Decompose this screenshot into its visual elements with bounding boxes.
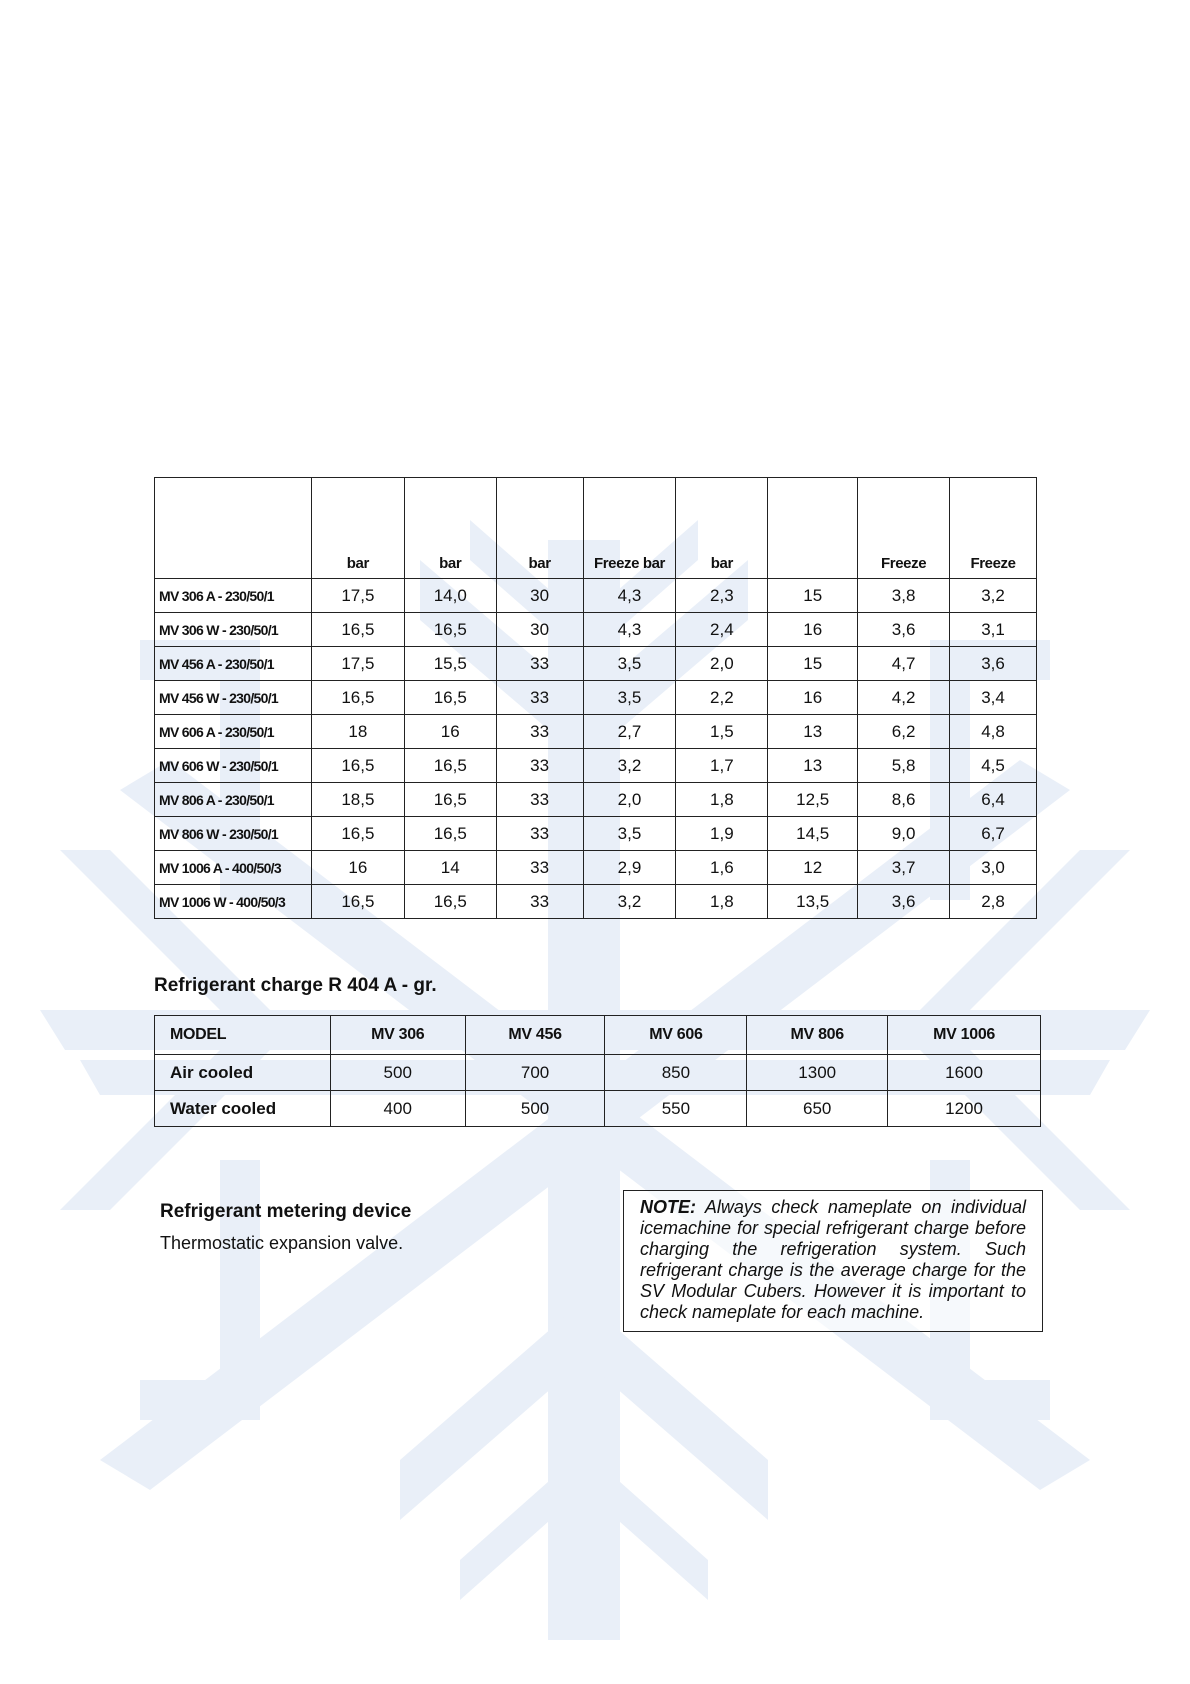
- value-cell: 16,5: [311, 885, 404, 919]
- value-cell: 16,5: [404, 817, 496, 851]
- model-cell: MV 456 W - 230/50/1: [155, 681, 312, 715]
- value-cell: 33: [496, 681, 583, 715]
- header-cell: [155, 478, 312, 579]
- value-cell: 2,8: [950, 885, 1037, 919]
- value-cell: 17,5: [311, 647, 404, 681]
- value-cell: 4,5: [950, 749, 1037, 783]
- value-cell: 15,5: [404, 647, 496, 681]
- value-cell: 16,5: [311, 681, 404, 715]
- value-cell: 33: [496, 647, 583, 681]
- header-cell: bar: [404, 478, 496, 579]
- value-cell: 17,5: [311, 579, 404, 613]
- header-cell: Freeze: [858, 478, 950, 579]
- value-cell: 1600: [888, 1055, 1041, 1091]
- metering-title: Refrigerant metering device: [160, 1201, 412, 1222]
- value-cell: 14,0: [404, 579, 496, 613]
- table-row: [155, 783, 1037, 817]
- value-cell: 2,7: [583, 715, 676, 749]
- value-cell: 18,5: [311, 783, 404, 817]
- value-cell: 3,8: [858, 579, 950, 613]
- value-cell: 18: [311, 715, 404, 749]
- value-cell: 16,5: [404, 613, 496, 647]
- header-cell: MODEL: [155, 1016, 331, 1055]
- value-cell: 33: [496, 715, 583, 749]
- header-cell: bar: [311, 478, 404, 579]
- model-cell: MV 606 A - 230/50/1: [155, 715, 312, 749]
- value-cell: 2,0: [676, 647, 768, 681]
- value-cell: 3,5: [583, 681, 676, 715]
- model-cell: MV 456 A - 230/50/1: [155, 647, 312, 681]
- value-cell: 550: [605, 1091, 747, 1127]
- value-cell: 9,0: [858, 817, 950, 851]
- value-cell: 400: [330, 1091, 465, 1127]
- header-cell: bar: [676, 478, 768, 579]
- value-cell: 1200: [888, 1091, 1041, 1127]
- header-cell: MV 456: [465, 1016, 605, 1055]
- note-box: [623, 1190, 1043, 1332]
- table-row: [155, 715, 1037, 749]
- value-cell: 16: [404, 715, 496, 749]
- value-cell: 30: [496, 579, 583, 613]
- model-cell: MV 806 A - 230/50/1: [155, 783, 312, 817]
- value-cell: 16,5: [404, 783, 496, 817]
- charge-table: [154, 1015, 1041, 1127]
- value-cell: 3,4: [950, 681, 1037, 715]
- value-cell: 16,5: [404, 681, 496, 715]
- value-cell: 16,5: [311, 749, 404, 783]
- table-row: [155, 749, 1037, 783]
- value-cell: 5,8: [858, 749, 950, 783]
- header-cell: MV 306: [330, 1016, 465, 1055]
- value-cell: 6,7: [950, 817, 1037, 851]
- value-cell: 33: [496, 851, 583, 885]
- value-cell: 12: [768, 851, 858, 885]
- table-row: [155, 885, 1037, 919]
- charge-header-row: [155, 1016, 1041, 1055]
- header-cell: [768, 478, 858, 579]
- value-cell: 13: [768, 749, 858, 783]
- value-cell: 15: [768, 647, 858, 681]
- model-cell: MV 1006 A - 400/50/3: [155, 851, 312, 885]
- value-cell: 1,8: [676, 885, 768, 919]
- model-cell: MV 306 W - 230/50/1: [155, 613, 312, 647]
- model-cell: MV 606 W - 230/50/1: [155, 749, 312, 783]
- value-cell: 12,5: [768, 783, 858, 817]
- value-cell: 1,5: [676, 715, 768, 749]
- value-cell: 3,6: [858, 885, 950, 919]
- value-cell: 33: [496, 749, 583, 783]
- value-cell: 1,6: [676, 851, 768, 885]
- value-cell: 2,2: [676, 681, 768, 715]
- model-cell: MV 806 W - 230/50/1: [155, 817, 312, 851]
- value-cell: 33: [496, 783, 583, 817]
- value-cell: 4,8: [950, 715, 1037, 749]
- value-cell: 2,4: [676, 613, 768, 647]
- value-cell: 3,6: [858, 613, 950, 647]
- header-cell: Freeze bar: [583, 478, 676, 579]
- value-cell: 16,5: [311, 613, 404, 647]
- value-cell: 3,5: [583, 817, 676, 851]
- value-cell: 3,5: [583, 647, 676, 681]
- header-cell: MV 606: [605, 1016, 747, 1055]
- value-cell: 30: [496, 613, 583, 647]
- header-cell: Freeze: [950, 478, 1037, 579]
- value-cell: 3,2: [583, 749, 676, 783]
- value-cell: 3,7: [858, 851, 950, 885]
- table-row: [155, 1055, 1041, 1091]
- model-cell: MV 1006 W - 400/50/3: [155, 885, 312, 919]
- value-cell: 850: [605, 1055, 747, 1091]
- value-cell: 500: [465, 1091, 605, 1127]
- note-text: Always check nameplate on individual icemachine for special refrigerant charge before charging the refrigeration system. Such refrigerant charge is the average charge for the SV Modular Cubers. However it is important to check nameplate for each machine.: [640, 1197, 1027, 1322]
- value-cell: 13: [768, 715, 858, 749]
- header-cell: MV 806: [747, 1016, 888, 1055]
- table-row: [155, 1091, 1041, 1127]
- value-cell: 14,5: [768, 817, 858, 851]
- row-label-cell: Water cooled: [155, 1091, 331, 1127]
- charge-title: Refrigerant charge R 404 A - gr.: [154, 975, 437, 996]
- note-label: NOTE:: [640, 1197, 696, 1217]
- value-cell: 13,5: [768, 885, 858, 919]
- table-row: [155, 579, 1037, 613]
- value-cell: 3,1: [950, 613, 1037, 647]
- header-cell: bar: [496, 478, 583, 579]
- value-cell: 16: [311, 851, 404, 885]
- value-cell: 1300: [747, 1055, 888, 1091]
- metering-text: Thermostatic expansion valve.: [160, 1233, 404, 1253]
- table-row: [155, 647, 1037, 681]
- value-cell: 6,2: [858, 715, 950, 749]
- table-row: [155, 817, 1037, 851]
- pressure-table: [154, 477, 1037, 919]
- value-cell: 4,2: [858, 681, 950, 715]
- value-cell: 16,5: [404, 749, 496, 783]
- table-row: [155, 851, 1037, 885]
- value-cell: 3,2: [950, 579, 1037, 613]
- value-cell: 3,0: [950, 851, 1037, 885]
- pressure-header-row: [155, 478, 1037, 579]
- value-cell: 4,3: [583, 613, 676, 647]
- value-cell: 700: [465, 1055, 605, 1091]
- value-cell: 4,7: [858, 647, 950, 681]
- value-cell: 16: [768, 613, 858, 647]
- value-cell: 3,2: [583, 885, 676, 919]
- value-cell: 2,9: [583, 851, 676, 885]
- value-cell: 6,4: [950, 783, 1037, 817]
- value-cell: 2,0: [583, 783, 676, 817]
- value-cell: 1,8: [676, 783, 768, 817]
- value-cell: 1,7: [676, 749, 768, 783]
- model-cell: MV 306 A - 230/50/1: [155, 579, 312, 613]
- value-cell: 500: [330, 1055, 465, 1091]
- value-cell: 3,6: [950, 647, 1037, 681]
- value-cell: 1,9: [676, 817, 768, 851]
- value-cell: 33: [496, 817, 583, 851]
- value-cell: 8,6: [858, 783, 950, 817]
- value-cell: 2,3: [676, 579, 768, 613]
- value-cell: 16,5: [311, 817, 404, 851]
- value-cell: 16,5: [404, 885, 496, 919]
- value-cell: 650: [747, 1091, 888, 1127]
- row-label-cell: Air cooled: [155, 1055, 331, 1091]
- header-cell: MV 1006: [888, 1016, 1041, 1055]
- table-row: [155, 613, 1037, 647]
- value-cell: 14: [404, 851, 496, 885]
- value-cell: 16: [768, 681, 858, 715]
- table-row: [155, 681, 1037, 715]
- value-cell: 15: [768, 579, 858, 613]
- value-cell: 4,3: [583, 579, 676, 613]
- value-cell: 33: [496, 885, 583, 919]
